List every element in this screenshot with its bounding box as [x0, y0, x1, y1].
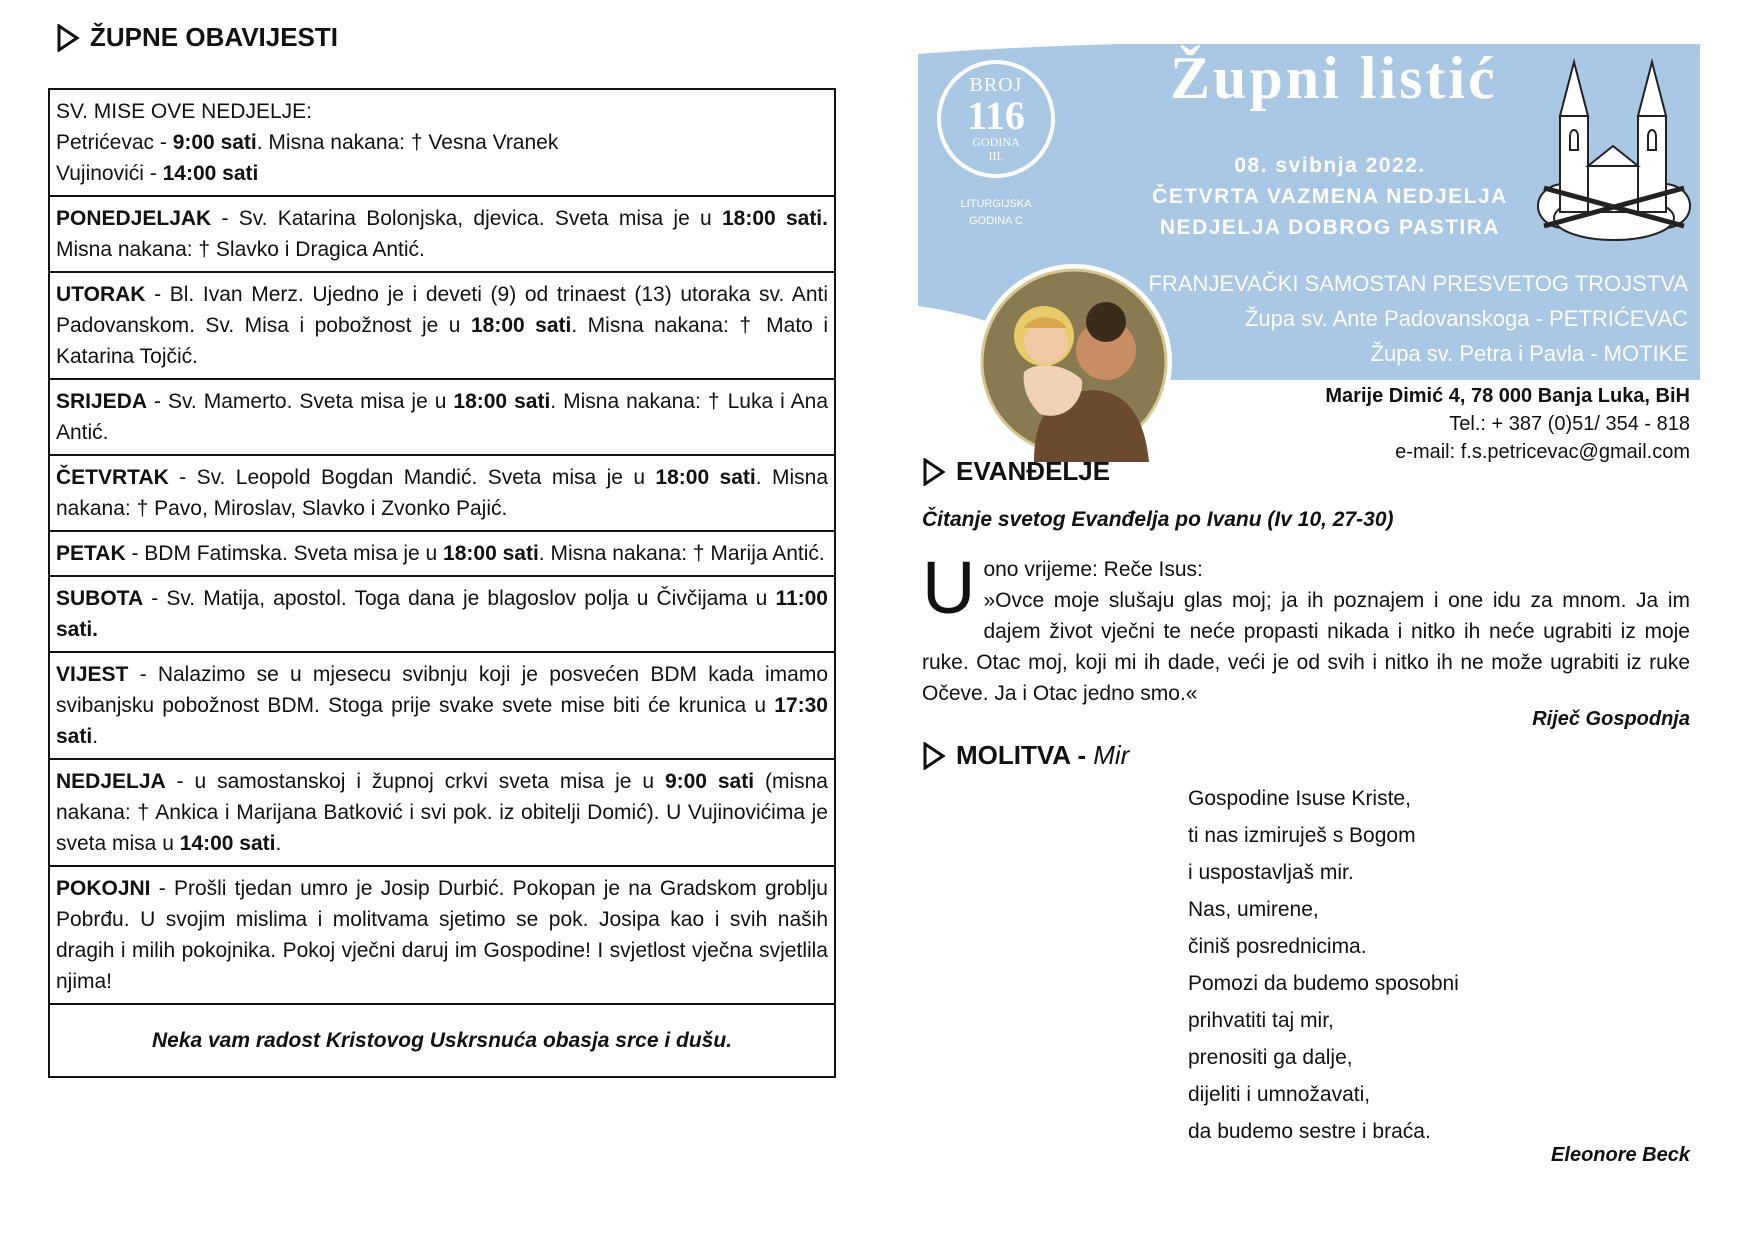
- notice-row-sunday-masses: [50, 90, 834, 195]
- notice-line: Vujinovići - 14:00 sati: [56, 162, 259, 185]
- issue-date: 08. svibnja 2022.: [1234, 154, 1426, 177]
- contact-info: [1250, 382, 1690, 466]
- prayer-author: Eleonore Beck: [1551, 1144, 1690, 1166]
- issue-number: 116: [967, 93, 1025, 138]
- notice-row-news: VIJEST - Nalazimo se u mjesecu svibnju koji je posvećen BDM kada imamo svibanjsku pobožnost BDM. Stoga prije svake svete mise biti će krunica u 17:30 sati.: [50, 651, 834, 758]
- notice-row-thursday: ČETVRTAK - Sv. Leopold Bogdan Mandić. Sveta misa je u 18:00 sati. Misna nakana: † Pavo, Miroslav, Slavko i Zvonko Pajić.: [50, 454, 834, 530]
- prayer-line: ti nas izmiruješ s Bogom: [1188, 824, 1416, 847]
- notice-row-tuesday: UTORAK - Bl. Ivan Merz. Ujedno je i deveti (9) od trinaest (13) utoraka sv. Anti Padovanskom. Sv. Misa i pobožnost je u 18:00 sati. Misna nakana: † Mato i Katarina Tojčić.: [50, 271, 834, 378]
- gospel-first-line: ono vrijeme: Reče Isus:: [983, 558, 1203, 581]
- year-number: III.: [988, 149, 1004, 163]
- year-label: GODINA: [972, 135, 1020, 149]
- church-towers-logo: [1534, 56, 1696, 244]
- day-label: SRIJEDA: [56, 390, 148, 413]
- liturgical-year: LITURGIJSKA GODINA C: [960, 198, 1032, 227]
- day-label: NEDJELJA: [56, 770, 166, 793]
- friary-info: [1100, 266, 1688, 371]
- issue-label: BROJ: [969, 74, 1023, 96]
- email[interactable]: e-mail: f.s.petricevac@gmail.com: [1395, 441, 1690, 463]
- date-block: [1150, 150, 1510, 243]
- bulletin-title: Župni listić: [1170, 45, 1498, 111]
- prayer-line: Gospodine Isuse Kriste,: [1188, 787, 1411, 810]
- saint-anthony-portrait: [974, 262, 1174, 462]
- notices-table: [48, 88, 836, 1078]
- play-triangle-icon: [922, 458, 946, 486]
- friary-name: FRANJEVAČKI SAMOSTAN PRESVETOG TROJSTVA: [1148, 271, 1688, 296]
- prayer-line: prihvatiti taj mir,: [1188, 1009, 1334, 1032]
- day-label: SUBOTA: [56, 587, 144, 610]
- notice-row-monday: PONEDJELJAK - Sv. Katarina Bolonjska, djevica. Sveta misa je u 18:00 sati. Misna nakana: † Slavko i Dragica Antić.: [50, 195, 834, 271]
- notice-row-saturday: SUBOTA - Sv. Matija, apostol. Toga dana je blagoslov polja u Čivčijama u 11:00 sati.: [50, 575, 834, 651]
- day-label: PONEDJELJAK: [56, 207, 212, 230]
- prayer-line: dijeliti i umnožavati,: [1188, 1083, 1371, 1106]
- gospel-closing: Riječ Gospodnja: [1532, 708, 1690, 730]
- sunday-name: ČETVRTA VAZMENA NEDJELJA: [1152, 185, 1508, 208]
- parish-1: Župa sv. Ante Padovanskoga - PETRIĆEVAC: [1244, 306, 1688, 331]
- gospel-body: »Ovce moje slušaju glas moj; ja ih poznajem i one idu za mnom. Ja im dajem život vječni te neće propasti nikada i nitko ih neće ugrabiti iz moje ruke. Otac moj, koji mi ih dade, veći je od svih i nitko ih ne može ugrabiti iz ruke Očeve. Ja i Otac jedno smo.«: [922, 589, 1690, 705]
- section-heading-notices: [56, 22, 338, 53]
- section-heading-gospel: [922, 456, 1110, 487]
- notice-row-sunday: NEDJELJA - u samostanskoj i župnoj crkvi sveta misa je u 9:00 sati (misna nakana: † Ankica i Marijana Batković i svi pok. iz obitelji Domić). U Vujinovićima je sveta misa u 14:00 sati.: [50, 758, 834, 865]
- prayer-heading-text: MOLITVA -: [956, 740, 1086, 770]
- notices-heading-text: ŽUPNE OBAVIJESTI: [90, 22, 339, 52]
- day-label: VIJEST: [56, 663, 129, 686]
- prayer-subtitle: Mir: [1093, 740, 1130, 770]
- day-label: ČETVRTAK: [56, 466, 169, 489]
- prayer-line: činiš posrednicima.: [1188, 935, 1367, 958]
- day-label: PETAK: [56, 542, 126, 565]
- notice-row-friday: PETAK - BDM Fatimska. Sveta misa je u 18:00 sati. Misna nakana: † Marija Antić.: [50, 530, 834, 575]
- sunday-subtitle: NEDJELJA DOBROG PASTIRA: [1159, 216, 1501, 239]
- notice-row-wednesday: SRIJEDA - Sv. Mamerto. Sveta misa je u 18:00 sati. Misna nakana: † Luka i Ana Antić.: [50, 378, 834, 454]
- prayer-line: prenositi ga dalje,: [1188, 1046, 1353, 1069]
- drop-cap: U: [922, 546, 976, 629]
- play-triangle-icon: [922, 742, 946, 770]
- day-label: UTORAK: [56, 283, 146, 306]
- reading-title: Čitanje svetog Evanđelja po Ivanu (Iv 10, 27-30): [922, 508, 1394, 531]
- prayer-line: da budemo sestre i braća.: [1188, 1120, 1431, 1143]
- parish-2: Župa sv. Petra i Pavla - MOTIKE: [1370, 341, 1688, 366]
- prayer-text: [1188, 780, 1459, 1150]
- prayer-line: i uspostavljaš mir.: [1188, 861, 1354, 884]
- notice-row-deceased: POKOJNI - Prošli tjedan umro je Josip Durbić. Pokopan je na Gradskom groblju Pobrđu. U svojim mislima i molitvama sjetimo se pok. Josipa kao i svih naših dragih i milih pokojnika. Pokoj vječni daruj im Gospodine! I svjetlost vječna svjetlila njima!: [50, 865, 834, 1003]
- issue-number-badge: [937, 60, 1055, 178]
- notice-line: Petrićevac - 9:00 sati. Misna nakana: † Vesna Vranek: [56, 131, 559, 154]
- phone: Tel.: + 387 (0)51/ 354 - 818: [1449, 413, 1690, 435]
- prayer-line: Pomozi da budemo sposobni: [1188, 972, 1459, 995]
- notice-line: SV. MISE OVE NEDJELJE:: [56, 100, 312, 123]
- day-label: POKOJNI: [56, 877, 151, 900]
- prayer-line: Nas, umirene,: [1188, 898, 1319, 921]
- address: Marije Dimić 4, 78 000 Banja Luka, BiH: [1325, 385, 1690, 407]
- section-heading-prayer: [922, 740, 1129, 771]
- gospel-heading-text: EVANĐELJE: [956, 456, 1111, 486]
- gospel-text: [922, 546, 1690, 709]
- play-triangle-icon: [56, 24, 80, 52]
- closing-wish: Neka vam radost Kristovog Uskrsnuća obasja srce i dušu.: [50, 1003, 834, 1076]
